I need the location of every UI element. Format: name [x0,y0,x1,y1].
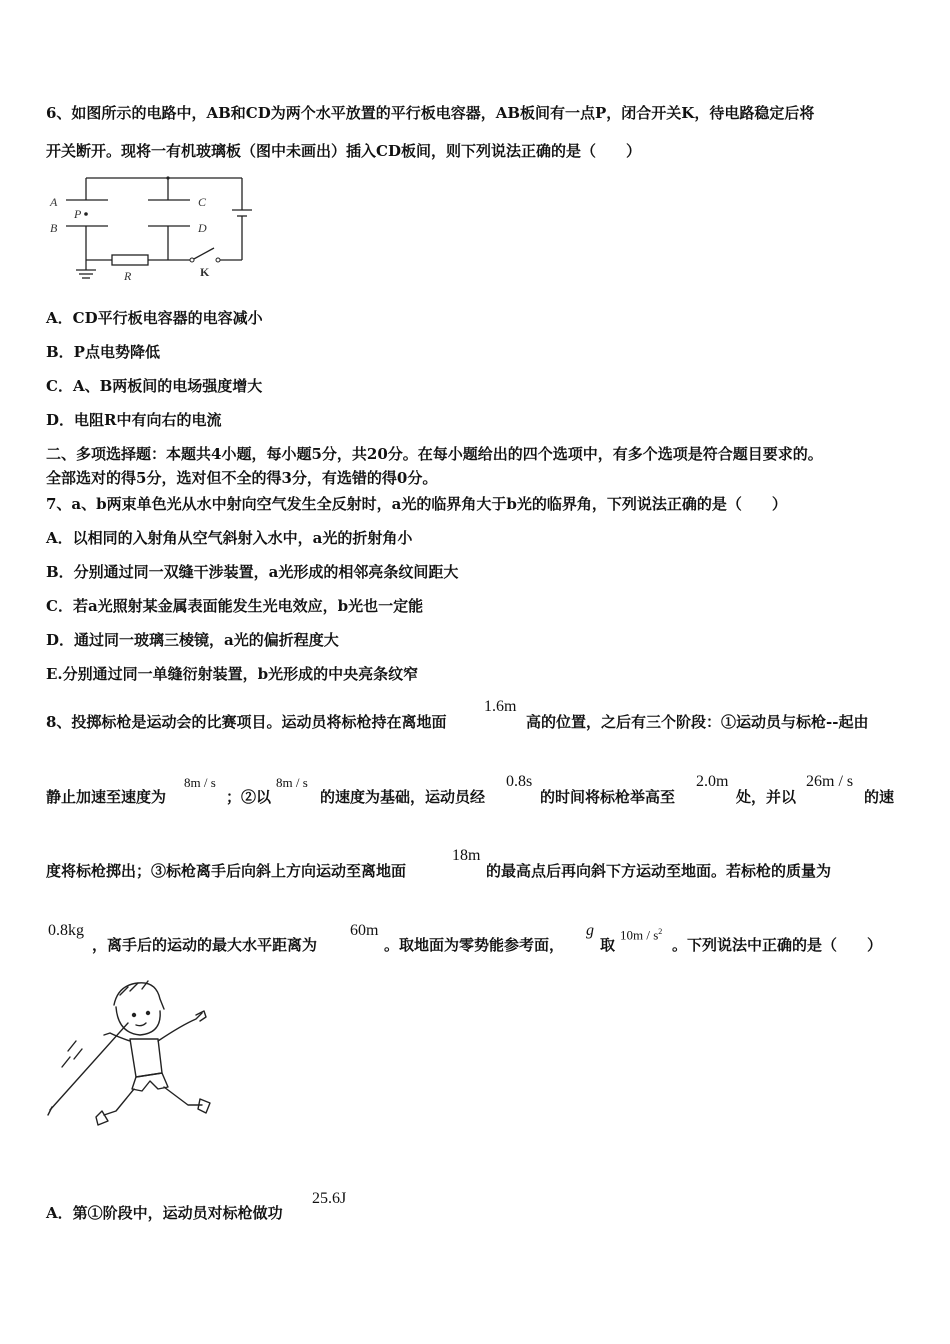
q8-line2a: 静止加速至速度为 [46,788,167,806]
q7-option-e: E.分别通过同一单缝衍射装置，b光形成的中央亮条纹窄 [46,665,419,683]
label-p: P [74,207,82,221]
q8-line1a: 8、投掷标枪是运动会的比赛项目。运动员将标枪持在离地面 [46,713,447,731]
q8-line3a: 度将标枪掷出；③标枪离手后向斜上方向运动至离地面 [46,862,407,880]
q8-mass: 0.8kg [48,922,84,939]
q8-distance: 60m [350,922,379,939]
q8-height-2: 2.0m [696,773,729,790]
q6-option-d: D．电阻R中有向右的电流 [46,411,222,429]
q8-option-a-work: 25.6J [312,1190,347,1207]
q8-line1b: 高的位置，之后有三个阶段：①运动员与标枪--起由 [526,713,869,731]
q8-option-a: A．第①阶段中，运动员对标枪做功 [46,1204,283,1222]
label-k: K [200,265,210,279]
circuit-diagram [46,170,266,288]
q8-speed-3: 26m / s [806,773,854,790]
label-b: B [50,221,58,235]
section2-line2: 全部选对的得5分，选对但不全的得3分，有选错的得0分。 [46,469,438,487]
q8-line4a: ，离手后的运动的最大水平距离为 [92,936,318,954]
q8-line4b: 。取地面为零势能参考面， [384,936,565,954]
q8-time: 0.8s [506,773,533,790]
label-r: R [124,269,132,283]
q8-line2c: 的速度为基础，运动员经 [320,788,486,806]
q7-option-d: D．通过同一玻璃三棱镜，a光的偏折程度大 [46,631,339,649]
q8-line2d: 的时间将标枪举高至 [540,788,676,806]
q8-speed-1: 8m / s [184,775,216,790]
q6-stem-line2: 开关断开。现将一有机玻璃板（图中未画出）插入CD板间，则下列说法正确的是（ ） [46,142,641,160]
q6-option-b: B．P点电势降低 [46,343,160,361]
section2-line1: 二、多项选择题：本题共4小题，每小题5分，共20分。在每小题给出的四个选项中，有多个选项是符合题目要求的。 [46,445,823,463]
q8-line2e: 处，并以 [736,788,797,806]
q8-line4d: 。下列说法中正确的是（ ） [672,936,883,954]
q6-option-c: C．A、B两板间的电场强度增大 [46,377,263,395]
q6-option-a: A．CD平行板电容器的电容减小 [46,309,263,327]
q8-line2f: 的速 [864,788,895,806]
label-a: A [50,195,58,209]
q7-stem: 7、a、b两束单色光从水中射向空气发生全反射时，a光的临界角大于b光的临界角，下列说法正确的是（ ） [46,495,787,513]
q8-accel: $10m / s^2$ [620,927,663,943]
q8-g: g [586,922,594,939]
q8-height-1: 1.6m [484,698,517,715]
q8-line4c: 取 [600,936,616,954]
q7-option-c: C．若a光照射某金属表面能发生光电效应，b光也一定能 [46,597,424,615]
q8-line3b: 的最高点后再向斜下方运动至地面。若标枪的质量为 [486,862,832,880]
q8-line2b: ；②以 [226,788,272,806]
javelin-thrower-figure [46,975,214,1135]
label-d: D [198,221,207,235]
q6-stem-line1: 6、如图所示的电路中，AB和CD为两个水平放置的平行板电容器，AB板间有一点P，闭合开关K，待电路稳定后将 [46,104,815,122]
q7-option-b: B．分别通过同一双缝干涉装置，a光形成的相邻亮条纹间距大 [46,563,459,581]
q8-height-3: 18m [452,847,481,864]
q8-speed-2: 8m / s [276,775,308,790]
q7-option-a: A．以相同的入射角从空气斜射入水中，a光的折射角小 [46,529,413,547]
label-c: C [198,195,207,209]
